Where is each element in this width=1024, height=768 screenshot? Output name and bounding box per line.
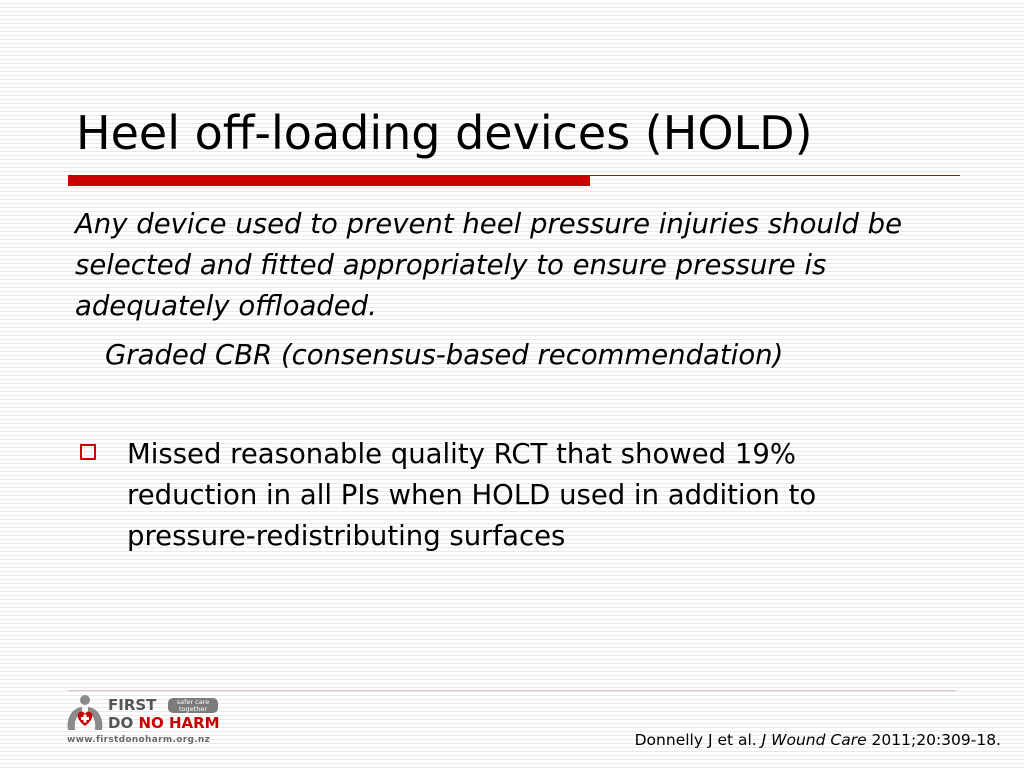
logo-line-2-start: DO [108, 714, 139, 732]
people-heart-icon [62, 692, 108, 734]
title-underline-accent [68, 175, 590, 186]
slide-title: Heel off-loading devices (HOLD) [76, 106, 813, 160]
first-do-no-harm-logo [62, 692, 222, 750]
footer-divider [68, 690, 956, 691]
logo-line-2 [108, 714, 220, 732]
citation-details: 2011;20:309-18. [871, 731, 1001, 749]
logo-tagline: safer care together [168, 698, 218, 713]
recommendation-grade: Graded CBR (consensus-based recommendation) [105, 339, 784, 371]
logo-line-1: FIRST [108, 696, 157, 714]
logo-url: www.firstdonoharm.org.nz [67, 735, 211, 745]
citation [635, 728, 1001, 752]
title-underline-thin [590, 175, 960, 176]
guideline-quote: Any device used to prevent heel pressure injuries should be selected and fitted appropriately to ensure pressure is adequately offloaded. [75, 208, 903, 322]
bullet-item: Missed reasonable quality RCT that showed 19% reduction in all PIs when HOLD used in addition to pressure-redistributing surfaces [127, 438, 817, 552]
citation-journal: J Wound Care [761, 731, 867, 749]
square-bullet-icon [80, 444, 96, 460]
citation-authors: Donnelly J et al. [634, 731, 757, 749]
logo-line-2-accent: NO HARM [138, 714, 220, 732]
